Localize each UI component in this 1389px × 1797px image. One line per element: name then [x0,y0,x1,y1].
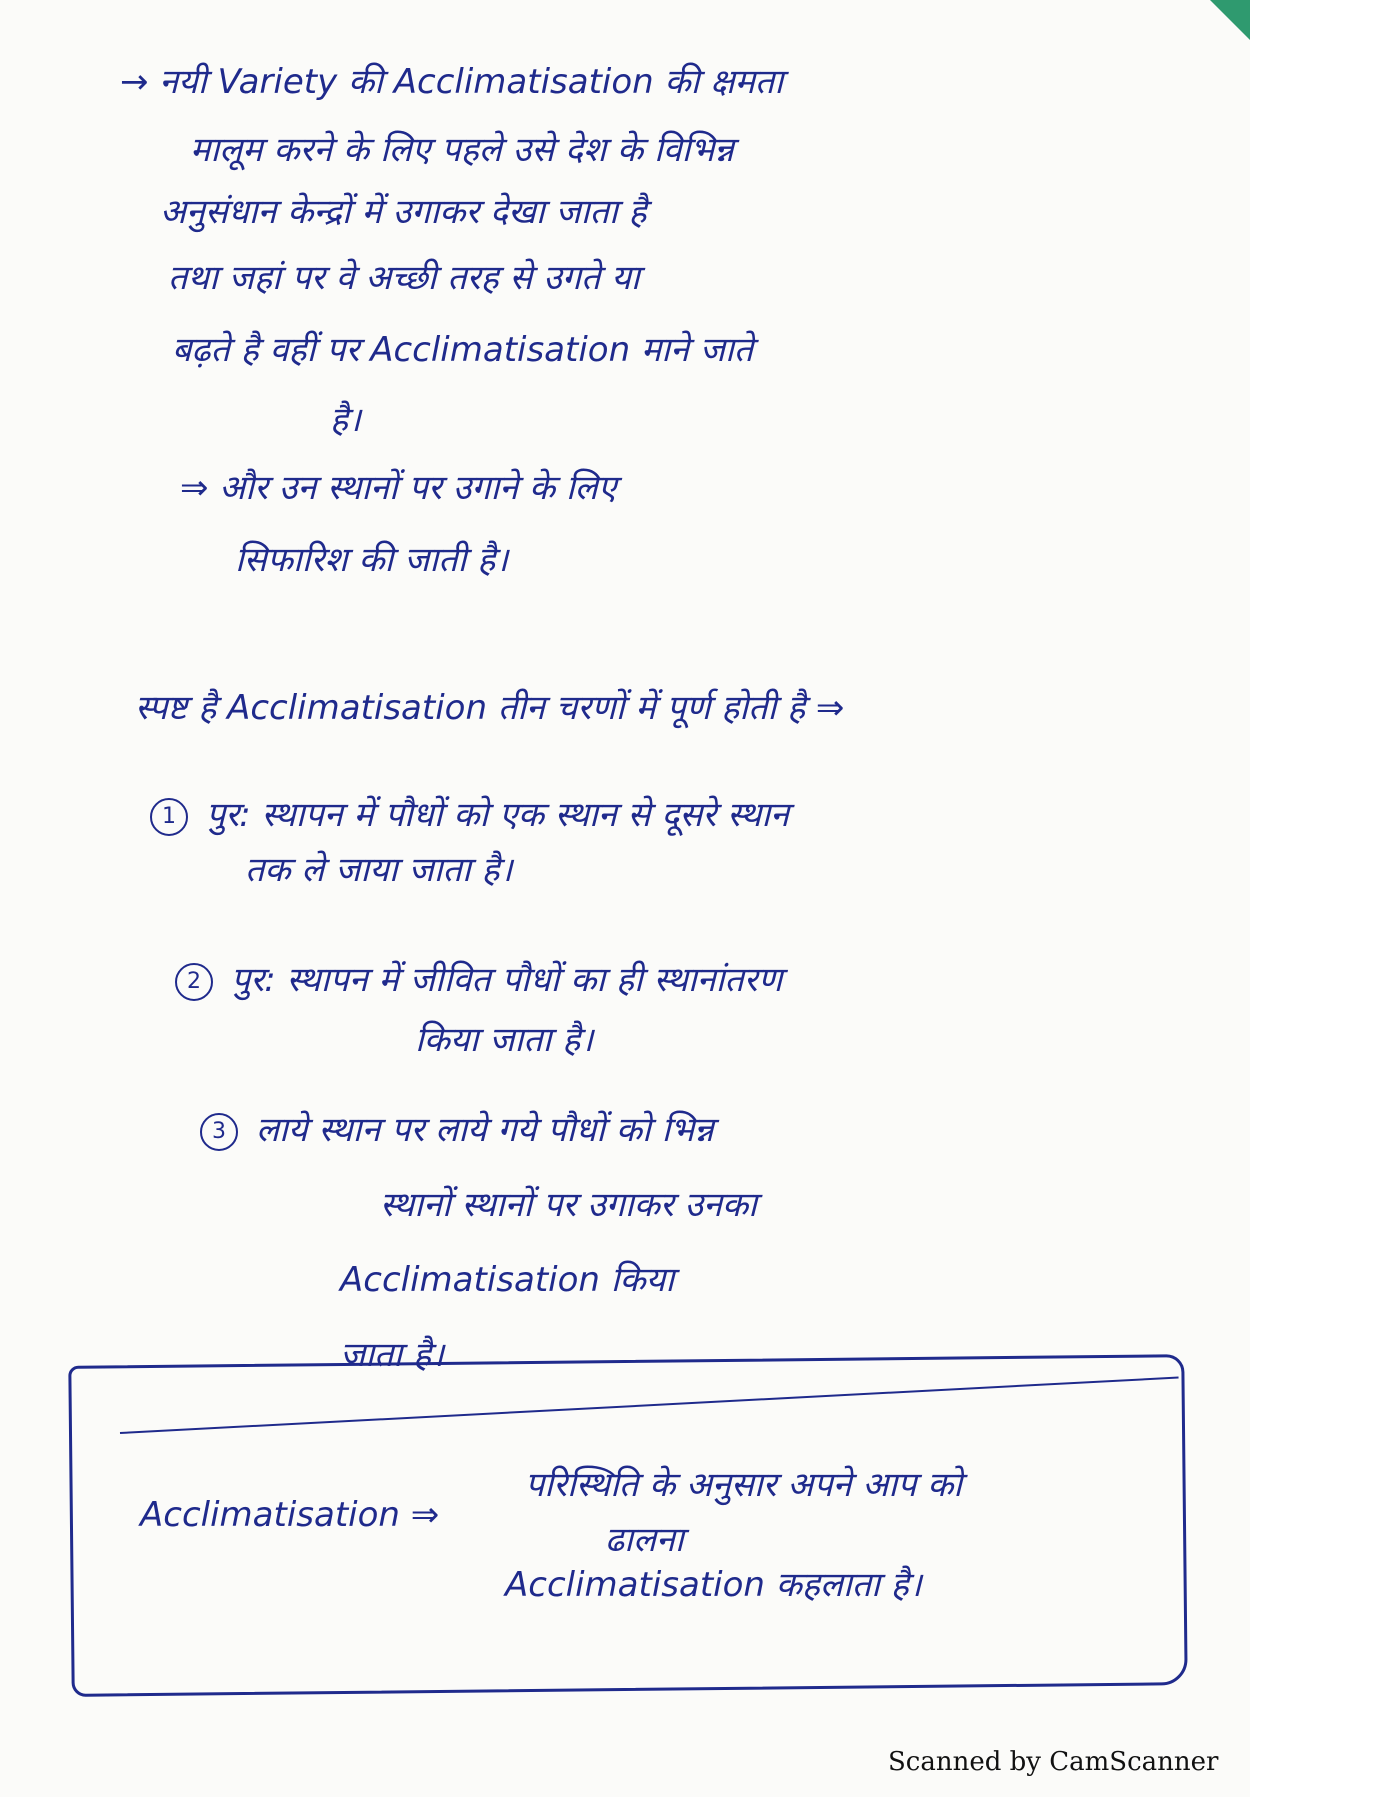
note-line: सिफारिश की जाती है। [235,540,509,580]
note-line: ⇒ और उन स्थानों पर उगाने के लिए [180,468,617,508]
step-2 [175,960,782,1001]
note-line: मालूम करने के लिए पहले उसे देश के विभिन्न [190,130,734,170]
step-2-line-2: किया जाता है। [415,1020,594,1060]
note-line: → नयी Variety की Acclimatisation की क्षमता [120,62,784,102]
step-number-1: 1 [150,798,188,836]
step-3-line-1: लाये स्थान पर लाये गये पौधों को भिन्न [256,1110,714,1150]
note-line: है। [330,400,361,440]
page-corner-decoration [1210,0,1250,40]
step-number-2: 2 [175,963,213,1001]
step-3-line-3: Acclimatisation किया [340,1260,675,1300]
steps-intro: स्पष्ट है Acclimatisation तीन चरणों में पूर्ण होती है ⇒ [135,688,845,728]
definition-term: Acclimatisation ⇒ [140,1495,440,1535]
step-number-3: 3 [200,1113,238,1151]
scanner-watermark: Scanned by CamScanner [888,1747,1219,1777]
definition-line-2: ढालना [605,1520,684,1560]
step-1-line-2: तक ले जाया जाता है। [245,850,513,890]
note-line: अनुसंधान केन्द्रों में उगाकर देखा जाता है [160,192,647,232]
step-2-line-1: पुर: स्थापन में जीवित पौधों का ही स्थानांतरण [231,960,783,1000]
definition-line-3: Acclimatisation कहलाता है। [505,1565,922,1605]
definition-line-1: परिस्थिति के अनुसार अपने आप को [525,1465,963,1505]
step-3 [200,1110,714,1151]
note-line: तथा जहां पर वे अच्छी तरह से उगते या [168,258,640,298]
step-3-line-4: जाता है। [340,1335,444,1375]
note-line: बढ़ते है वहीं पर Acclimatisation माने जाते [172,330,754,370]
step-1-line-1: पुर: स्थापन में पौधों को एक स्थान से दूसरे स्थान [206,795,790,835]
step-3-line-2: स्थानों स्थानों पर उगाकर उनका [380,1185,757,1225]
step-1 [150,795,789,836]
